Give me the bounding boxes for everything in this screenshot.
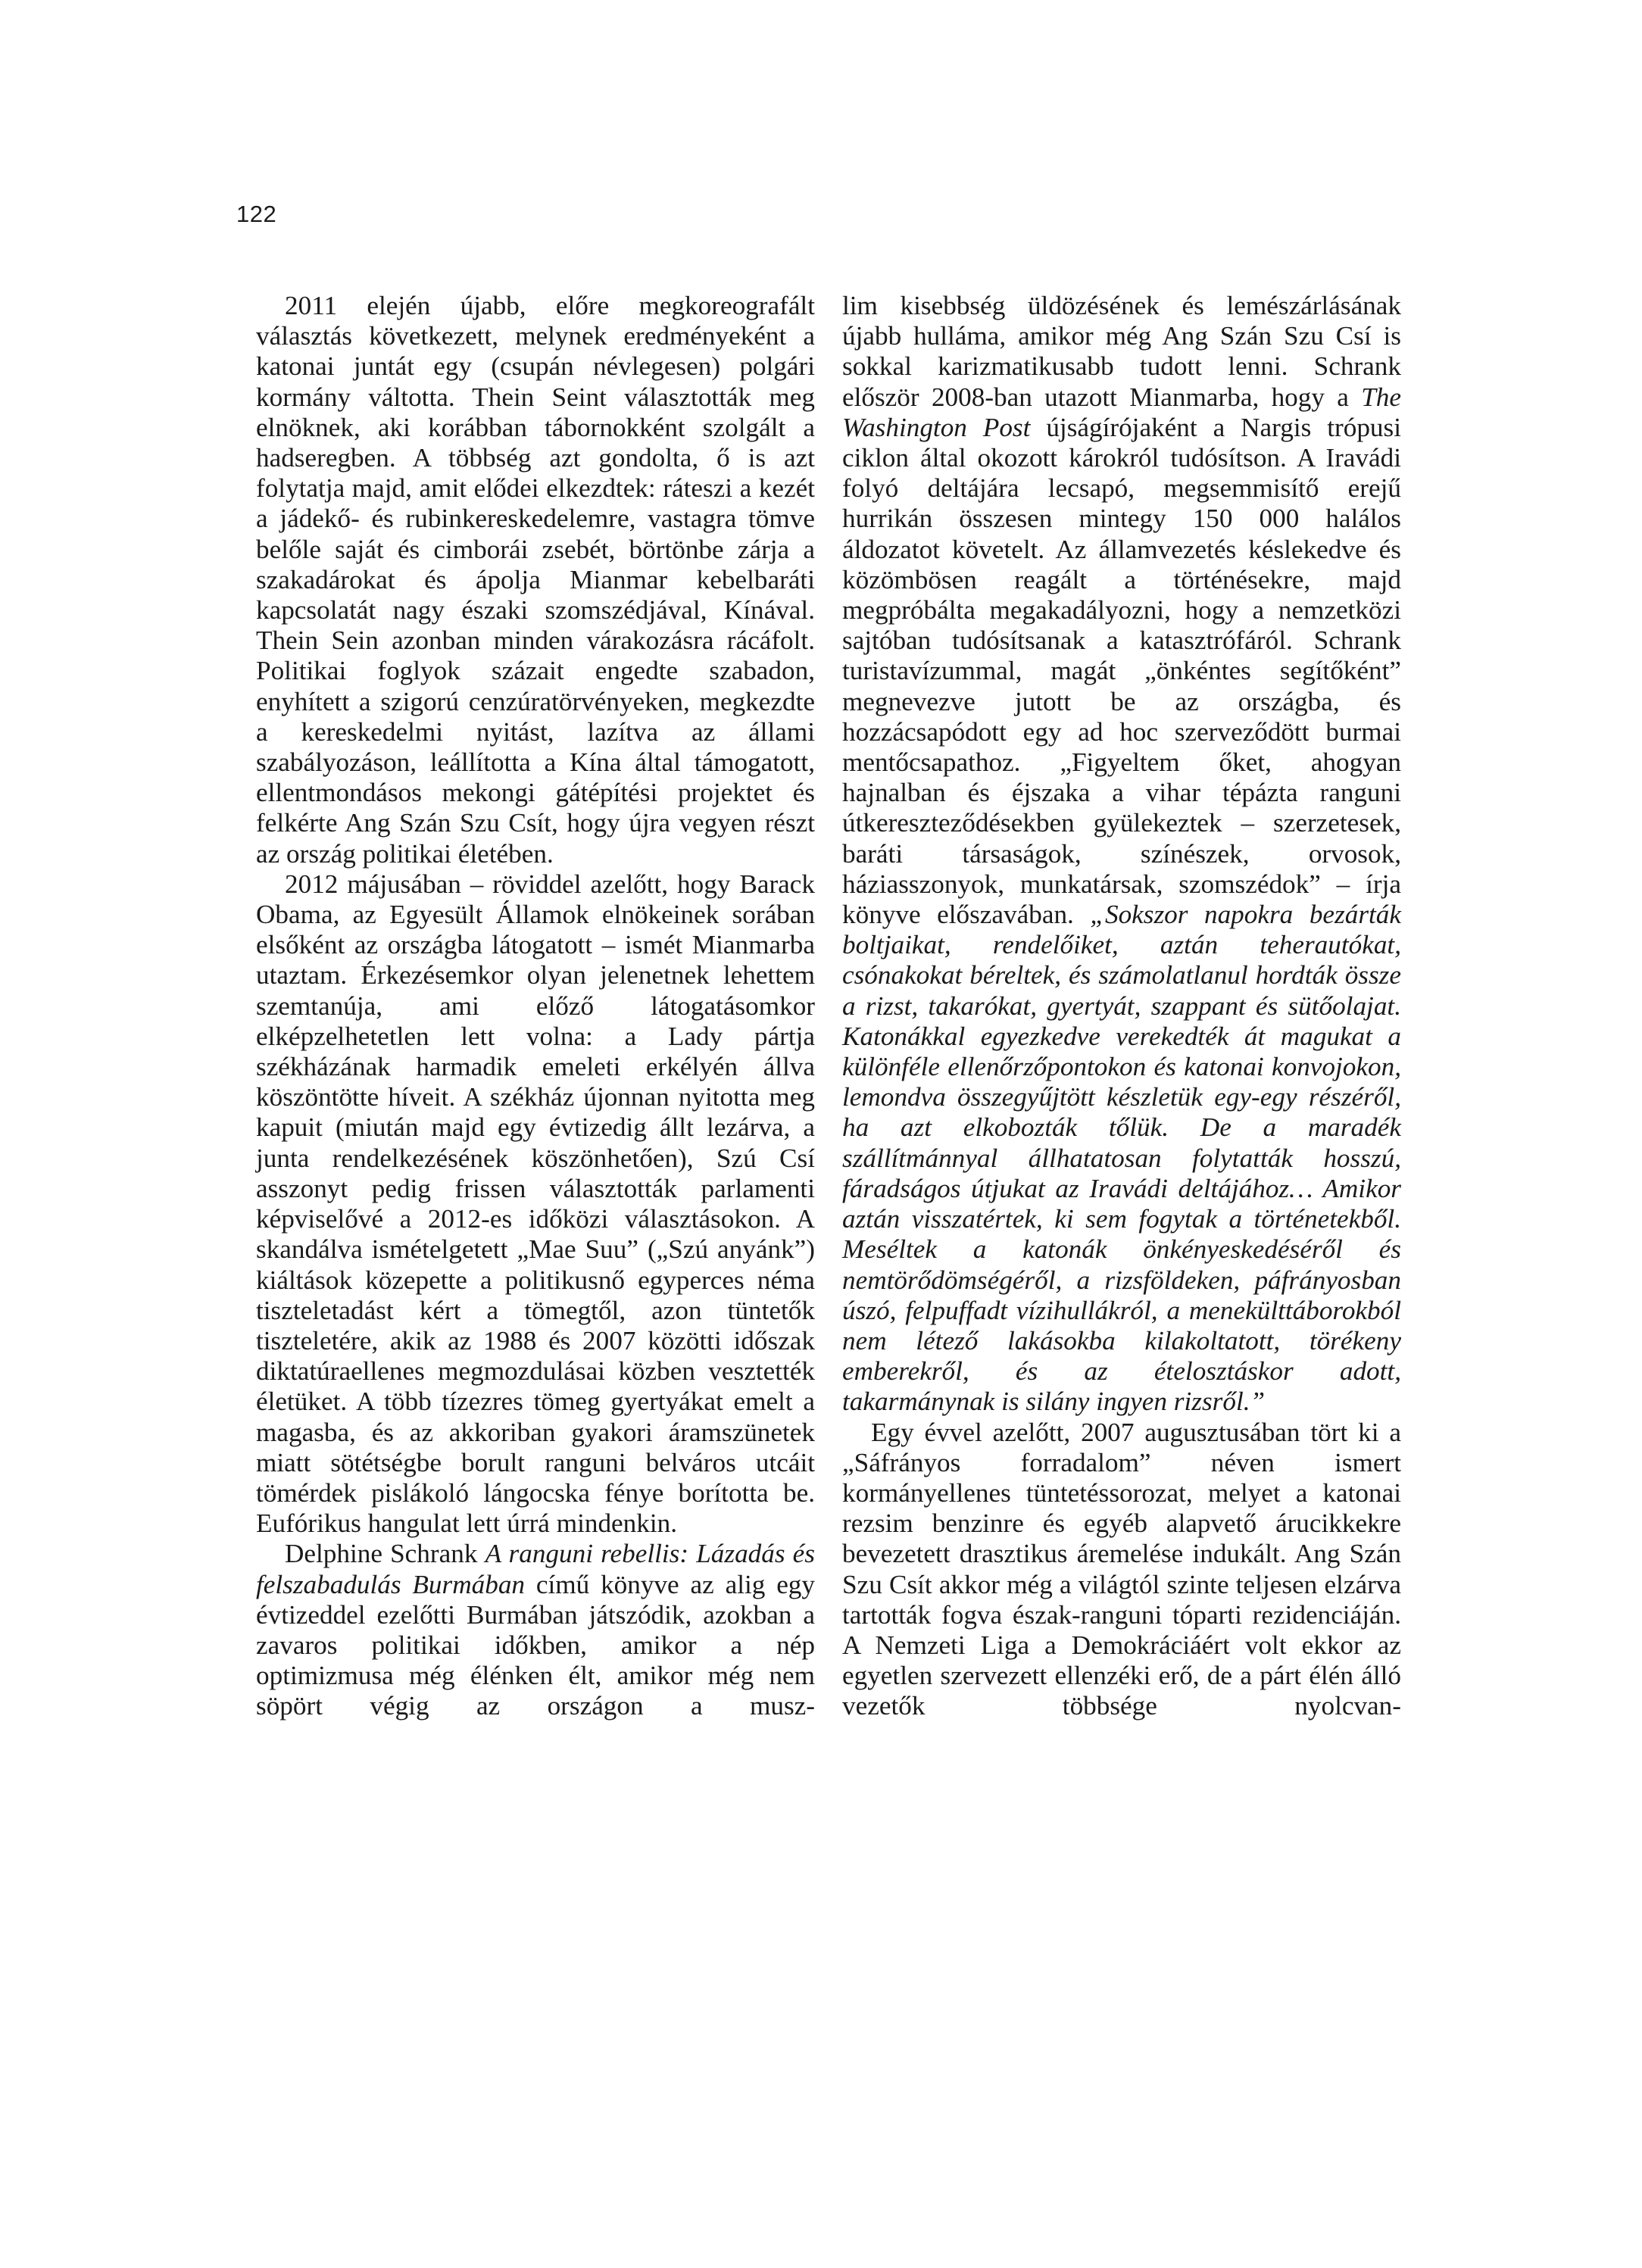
left-paragraph-3 bbox=[256, 1539, 815, 1721]
right-paragraph-1 bbox=[842, 291, 1401, 1418]
left-paragraph-3-intro: Delphine Schrank bbox=[285, 1539, 485, 1569]
newspaper-title: The Washington Post bbox=[842, 382, 1401, 442]
right-paragraph-1-intro: lim kisebbség üldözésének és lemészárlásának újabb hulláma, amikor még Ang Szán Szu Csí is sokkal karizmatikusabb tudott lenni. Schrank először 2008-ban utazott Mianmarba, hogy a bbox=[842, 291, 1401, 412]
page-number: 122 bbox=[236, 201, 277, 227]
left-column bbox=[256, 291, 815, 1722]
right-paragraph-2: Egy évvel azelőtt, 2007 augusztusában tört ki a „Sáfrányos forradalom” néven ismert kormányellenes tüntetéssorozat, melyet a katonai rezsim benzinre és egyéb alapvető árucikkekre bevezetett drasztikus áremelése indukált. Ang Szán Szu Csít akkor még a világtól szinte teljesen elzárva tartották fogva észak-ranguni tóparti rezidenciáján. A Nemzeti Liga a Demokráciáért volt ekkor az egyetlen szervezett ellenzéki erő, de a párt élén álló vezetők többsége nyolcvan- bbox=[842, 1417, 1401, 1721]
right-paragraph-1-body: újságírójaként a Nargis trópusi ciklon által okozott károkról tudósítson. A Iravádi folyó deltájára lecsapó, megsemmisítő erejű hurrikán összesen mintegy 150 000 halálos áldozatot követelt. Az államvezetés késlekedve és közömbösen reagált a történésekre, majd megpróbálta megakadályozni, hogy a nemzetközi sajtóban tudósítsanak a katasztrófáról. Schrank turistavízummal, magát „önkéntes segítőként” megnevezve jutott be az országba, és hozzácsapódott egy ad hoc szerveződött burmai mentőcsapathoz. „Figyeltem őket, ahogyan hajnalban és éjszaka a vihar tépázta ranguni útkereszteződésekben gyülekeztek – szerzetesek, baráti társaságok, színészek, orvosok, háziasszonyok, munkatársak, szomszédok” – írja könyve előszavában. bbox=[842, 412, 1401, 930]
left-paragraph-1: 2011 elején újabb, előre megkoreografált választás következett, melynek eredményeként a katonai juntát egy (csupán névlegesen) polgári kormány váltotta. Thein Seint választották meg elnöknek, aki korábban tábornokként szolgált a hadseregben. A többség azt gondolta, ő is azt folytatja majd, amit elődei elkezdtek: ráteszi a kezét a jádekő- és rubinkereskedelemre, vastagra tömve belőle saját és cimborái zsebét, börtönbe zárja a szakadárokat és ápolja Mianmar kebelbaráti kapcsolatát nagy északi szomszédjával, Kínával. Thein Sein azonban minden várakozásra rácáfolt. Politikai foglyok százait engedte szabadon, enyhített a szigorú cenzúratörvényeken, megkezdte a kereskedelmi nyitást, lazítva az állami szabályozáson, leállította a Kína által támogatott, ellentmondásos mekongi gátépítési projektet és felkérte Ang Szán Szu Csít, hogy újra vegyen részt az ország politikai életében. bbox=[256, 291, 815, 869]
left-paragraph-3-body: című könyve az alig egy évtizeddel ezelőtti Burmában játszódik, azokban a zavaros politikai időkben, amikor a nép optimizmusa még élénken élt, amikor még nem söpört végig az országon a musz- bbox=[256, 1569, 815, 1721]
book-quote: „Sokszor napokra bezárták boltjaikat, rendelőiket, aztán teherautókat, csónakokat béreltek, és számolatlanul hordták össze a rizst, takarókat, gyertyát, szappant és sütőolajat. Katonákkal egyezkedve verekedték át magukat a különféle ellenőrzőpontokon és katonai konvojokon, lemondva összegyűjtött készletük egy-egy részéről, ha azt elkobozták tőlük. De a maradék szállítmánnyal állhatatosan folytatták hosszú, fáradságos útjukat az Iravádi deltájához… Amikor aztán visszatértek, ki sem fogytak a történetekből. Meséltek a katonák önkényeskedéséről és nemtörődömségéről, a rizsföldeken, páfrányosban úszó, felpuffadt vízihullákról, a menekülttáborokból nem létező lakásokba kilakoltatott, törékeny emberekről, és az ételosztáskor adott, takarmánynak is silány ingyen rizsről.” bbox=[842, 900, 1401, 1417]
left-paragraph-2: 2012 májusában – röviddel azelőtt, hogy Barack Obama, az Egyesült Államok elnökeinek sorában elsőként az országba látogatott – ismét Mianmarba utaztam. Érkezésemkor olyan jelenetnek lehettem szemtanúja, ami előző látogatásomkor elképzelhetetlen lett volna: a Lady pártja székházának harmadik emeleti erkélyén állva köszöntötte híveit. A székház újonnan nyitotta meg kapuit (miután majd egy évtizedig állt lezárva, a junta rendelkezésének köszönhetően), Szú Csí asszonyt pedig frissen választották parlamenti képviselővé a 2012-es időközi választásokon. A skandálva ismételgetett „Mae Suu” („Szú anyánk”) kiáltások közepette a politikusnő egyperces néma tiszteletadást kért a tömegtől, azon tüntetők tiszteletére, akik az 1988 és 2007 közötti időszak diktatúraellenes megmozdulásai közben vesztették életüket. A több tízezres tömeg gyertyákat emelt a magasba, és az akkoriban gyakori áramszünetek miatt sötétségbe borult ranguni belváros utcáit tömérdek pislákoló lángocska fénye borította be. Eufórikus hangulat lett úrrá mindenkin. bbox=[256, 869, 815, 1539]
book-title: A ranguni rebellis: Lázadás és felszabadulás Burmában bbox=[256, 1539, 815, 1599]
right-column bbox=[842, 291, 1401, 1722]
